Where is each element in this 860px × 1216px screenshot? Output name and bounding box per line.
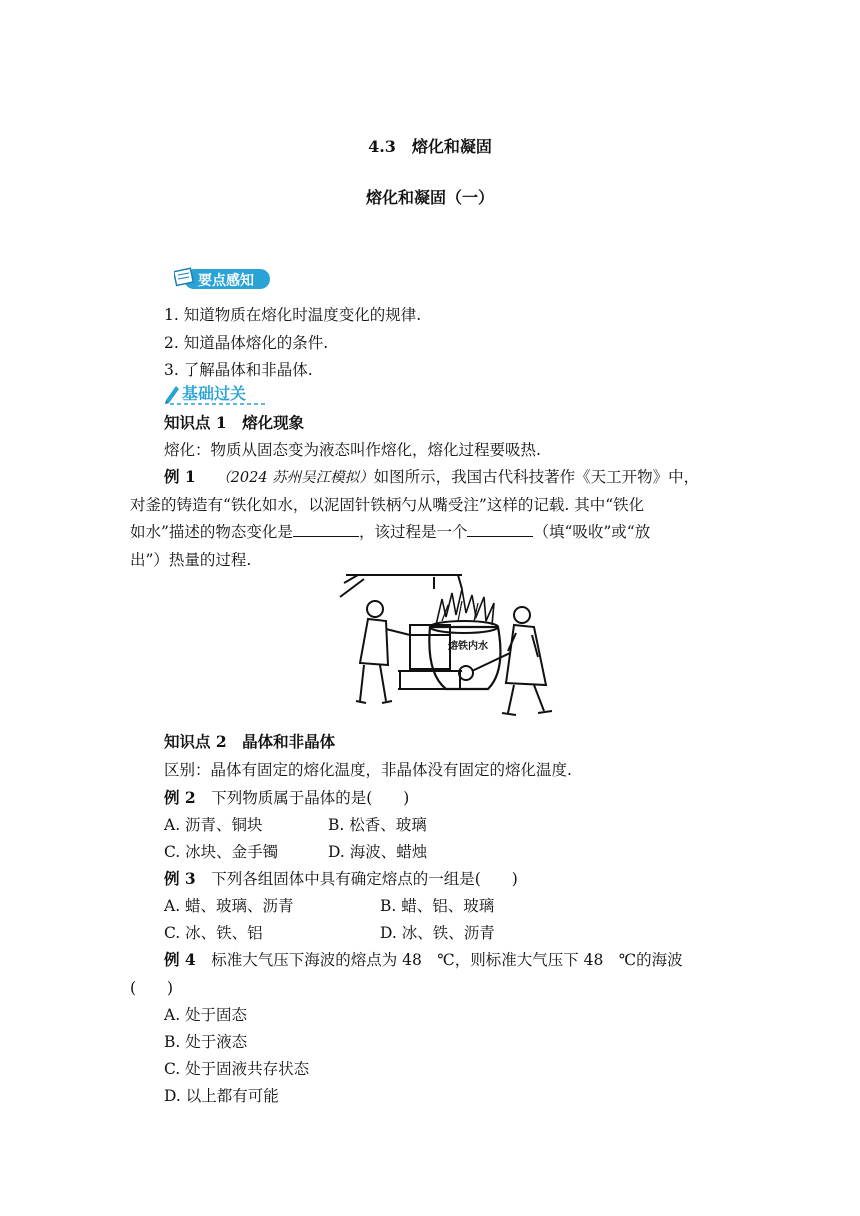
basics-badge-label: 基础过关 bbox=[182, 384, 247, 403]
option-c[interactable]: C. 冰、铁、铝 bbox=[164, 924, 263, 942]
example-1-text: 如图所示，我国古代科技著作《天工开物》中， bbox=[373, 468, 700, 486]
example-4-text: 标准大气压下海波的熔点为 48 ℃，则标准大气压下 48 ℃的海波 bbox=[211, 951, 683, 969]
option-b[interactable]: B. 松香、玻璃 bbox=[328, 816, 427, 834]
example-4 bbox=[164, 948, 683, 970]
furnace-label: 熔铁内水 bbox=[448, 641, 488, 652]
example-3 bbox=[164, 867, 518, 889]
example-1-text: 如水”描述的物态变化是 bbox=[130, 523, 293, 541]
example-1-line3 bbox=[130, 520, 650, 542]
example-1-source: （2024 苏州吴江模拟） bbox=[216, 470, 374, 486]
key-points-badge bbox=[174, 267, 272, 291]
option-c[interactable]: C. 冰块、金手镯 bbox=[164, 843, 279, 861]
option-a[interactable]: A. 沥青、铜块 bbox=[164, 816, 263, 834]
basics-badge bbox=[164, 380, 268, 406]
key-point-item: 1. 知道物质在熔化时温度变化的规律. bbox=[164, 306, 422, 324]
option-c[interactable]: C. 处于固液共存状态 bbox=[164, 1060, 310, 1078]
option-d[interactable]: D. 冰、铁、沥青 bbox=[380, 924, 495, 942]
kp1-title: 知识点 1 熔化现象 bbox=[164, 413, 305, 432]
key-point-item: 3. 了解晶体和非晶体. bbox=[164, 361, 313, 379]
option-b[interactable]: B. 蜡、铝、玻璃 bbox=[380, 897, 495, 915]
example-1-line2: 对釜的铸造有“铁化如水，以泥固针铁柄勺从嘴受注”这样的记载. 其中“铁化 bbox=[130, 496, 645, 514]
lesson-subtitle: 熔化和凝固（一） bbox=[365, 188, 494, 207]
key-points-badge-label: 要点感知 bbox=[198, 273, 254, 289]
example-1-line1 bbox=[164, 465, 699, 487]
example-4-paren: ( ) bbox=[130, 979, 174, 997]
example-2-label: 例 2 bbox=[164, 788, 196, 807]
example-2-text: 下列物质属于晶体的是( ) bbox=[211, 789, 410, 807]
answer-blank[interactable] bbox=[467, 522, 533, 537]
kp2-title: 知识点 2 晶体和非晶体 bbox=[164, 732, 336, 751]
example-1-line4: 出”）热量的过程. bbox=[130, 551, 252, 569]
answer-blank[interactable] bbox=[293, 522, 359, 537]
option-d[interactable]: D. 以上都有可能 bbox=[164, 1087, 279, 1105]
option-b[interactable]: B. 处于液态 bbox=[164, 1033, 248, 1051]
kp1-definition: 熔化：物质从固态变为液态叫作熔化，熔化过程要吸热. bbox=[164, 441, 541, 459]
option-a[interactable]: A. 蜡、玻璃、沥青 bbox=[164, 897, 294, 915]
example-1-label: 例 1 bbox=[164, 467, 196, 486]
option-d[interactable]: D. 海波、蜡烛 bbox=[328, 843, 428, 861]
casting-illustration bbox=[338, 573, 564, 721]
key-point-item: 2. 知道晶体熔化的条件. bbox=[164, 334, 329, 352]
section-title: 4.3 熔化和凝固 bbox=[368, 137, 492, 156]
example-1-text: （填“吸收”或“放 bbox=[533, 523, 651, 541]
kp2-definition: 区别：晶体有固定的熔化温度，非晶体没有固定的熔化温度. bbox=[164, 761, 572, 779]
example-4-label: 例 4 bbox=[164, 950, 196, 969]
example-3-label: 例 3 bbox=[164, 869, 196, 888]
example-1-text: ，该过程是一个 bbox=[358, 523, 468, 541]
example-2 bbox=[164, 786, 409, 808]
example-3-text: 下列各组固体中具有确定熔点的一组是( ) bbox=[211, 870, 518, 888]
option-a[interactable]: A. 处于固态 bbox=[164, 1006, 248, 1024]
